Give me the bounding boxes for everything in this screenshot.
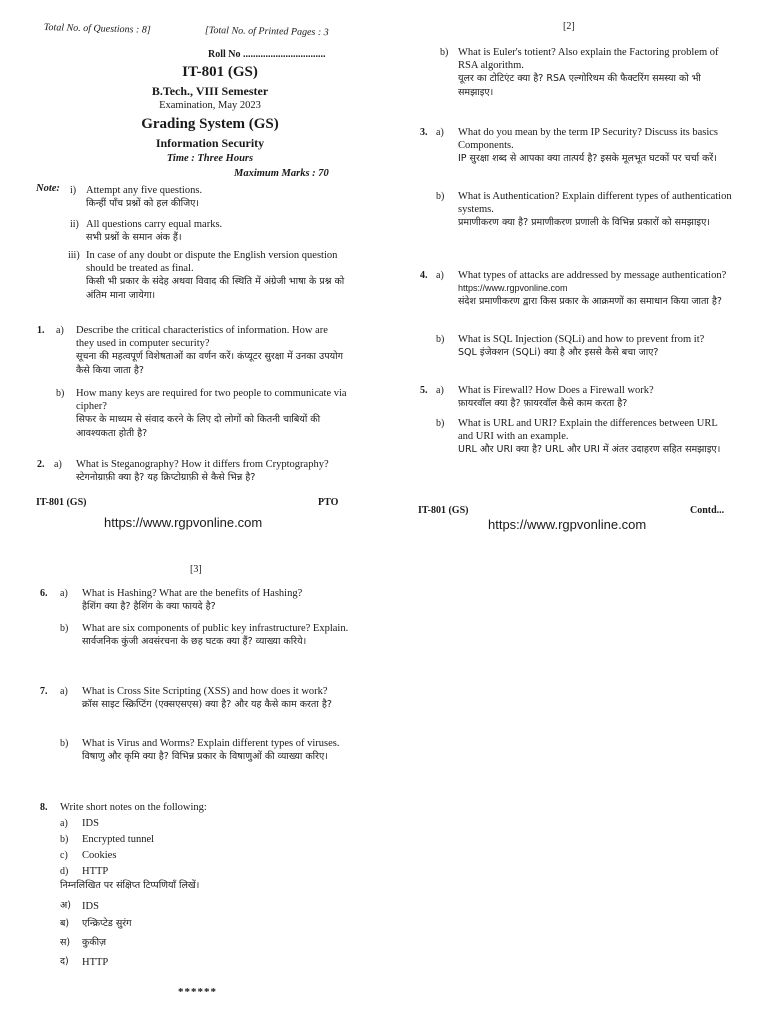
question-text-hi: यूलर का टोटिएंट क्या है? RSA एल्गोरिथम की फैक्टरिंग समस्या को भी समझाइए। (458, 73, 701, 98)
note-item-letter: द) (60, 956, 69, 967)
question-text-en: What is URL and URI? Explain the differences between URL and URI with an example. (458, 418, 718, 442)
course-name: B.Tech., VIII Semester (151, 84, 269, 98)
question-number: 4. (420, 270, 428, 281)
note-item-letter: स) (60, 937, 71, 948)
question-text-hi: URL और URI क्या है? URL और URI में अंतर उदाहरण सहित समझाइए। (458, 444, 721, 455)
question-text-en: What is Authentication? Explain different types of authentication systems. (458, 191, 732, 215)
note-item-letter: a) (60, 818, 68, 829)
page-number: [3] (190, 564, 202, 575)
question-text-hi: सूचना की महत्वपूर्ण विशेषताओं का वर्णन करें। कंप्यूटर सुरक्षा में उनका उपयोग कैसे किया जाता है? (76, 351, 343, 376)
question-text-en: What is SQL Injection (SQLi) and how to prevent from it? (458, 334, 705, 345)
end-of-paper-mark: ****** (178, 986, 217, 998)
website-url: https://www.rgpvonline.com (104, 515, 263, 530)
subquestion-letter: a) (60, 588, 68, 599)
question-text-en: What is Steganography? How it differs from Cryptography? (76, 459, 329, 470)
question-number: 1. (37, 325, 45, 336)
question-7a (82, 685, 367, 712)
exam-session: Examination, May 2023 (159, 100, 261, 111)
subquestion-letter: b) (436, 334, 445, 345)
note-item-letter: d) (60, 866, 69, 877)
question-7b (82, 737, 367, 764)
note-text-en: All questions carry equal marks. (86, 219, 223, 230)
question-text-hi: स्टेगनोग्राफ़ी क्या है? यह क्रिप्टोग्राफ़ी से कैसे भिन्न है? (76, 472, 256, 483)
question-text-hi: IP सुरक्षा शब्द से आपका क्या तात्पर्य है? इसके मूलभूत घटकों पर चर्चा करें। (458, 153, 717, 164)
question-5a (458, 384, 733, 411)
short-note-item: HTTP (82, 866, 109, 877)
note-item-letter: अ) (60, 900, 71, 911)
note-text-en: Attempt any five questions. (86, 185, 203, 196)
subject-name: Information Security (155, 136, 265, 150)
question-6b (82, 622, 367, 649)
question-number: 5. (420, 385, 428, 396)
question-text-hi: सार्वजनिक कुंजी अवसंरचना के छह घटक क्या हैं? व्याख्या करिये। (82, 636, 307, 647)
question-text-hi: संदेश प्रमाणीकरण द्वारा किस प्रकार के आक्रमणों का समाधान किया जाता है? (458, 296, 722, 307)
subquestion-letter: a) (60, 686, 68, 697)
question-number: 6. (40, 588, 48, 599)
website-url: https://www.rgpvonline.com (488, 517, 647, 532)
question-number: 3. (420, 127, 428, 138)
question-text-en: What is Hashing? What are the benefits of Hashing? (82, 588, 303, 599)
note-text-hi: किसी भी प्रकार के संदेह अथवा विवाद की स्थिति में अंग्रेजी भाषा के प्रश्न को अंतिम माना जायेगा। (86, 276, 345, 301)
question-4b (458, 333, 733, 360)
note-text-hi: किन्हीं पाँच प्रश्नों को हल कीजिए। (86, 198, 200, 209)
question-number: 7. (40, 686, 48, 697)
question-text-hi: फ़ायरवॉल क्या है? फ़ायरवॉल कैसे काम करता है? (458, 398, 628, 409)
page-footer-code: IT-801 (GS) (36, 497, 87, 508)
question-3a (458, 126, 733, 166)
inline-url: https://www.rgpvonline.com (458, 283, 568, 293)
question-text-en: What are six components of public key infrastructure? Explain. (82, 623, 349, 634)
question-8-text-hi: निम्नलिखित पर संक्षिप्त टिप्पणियाँ लिखें। (60, 880, 200, 891)
note-text-en: In case of any doubt or dispute the English version question should be treated as final. (86, 250, 338, 274)
question-text-en: How many keys are required for two people to communicate via cipher? (76, 388, 347, 412)
question-5b (458, 417, 733, 457)
subquestion-letter: b) (60, 738, 69, 749)
note-item-letter: ब) (60, 918, 70, 929)
question-text-en: What is Euler's totient? Also explain the Factoring problem of RSA algorithm. (458, 47, 719, 71)
question-number: 2. (37, 459, 45, 470)
question-text-hi: क्रॉस साइट स्क्रिप्टिंग (एक्सएसएस) क्या है? और यह कैसे काम करता है? (82, 699, 332, 710)
note-item-letter: c) (60, 850, 68, 861)
question-2b (458, 46, 733, 100)
question-6a (82, 587, 367, 614)
short-note-item: HTTP (82, 957, 109, 968)
question-3b (458, 190, 733, 230)
total-questions-header: Total No. of Questions : 8] (43, 22, 151, 36)
question-8-text-en: Write short notes on the following: (60, 802, 207, 813)
paper-code: IT-801 (GS) (182, 64, 258, 80)
question-4a (458, 269, 733, 309)
subquestion-letter: a) (436, 385, 444, 396)
question-text-en: Describe the critical characteristics of information. How are they used in computer security? (76, 325, 328, 349)
subquestion-letter: b) (436, 418, 445, 429)
question-text-hi: प्रमाणीकरण क्या है? प्रमाणीकरण प्रणाली के विभिन्न प्रकारों को समझाइए। (458, 217, 710, 228)
subquestion-letter: a) (436, 127, 444, 138)
short-note-item: Encrypted tunnel (82, 834, 155, 845)
note-label: Note: (36, 183, 60, 194)
page-footer-code: IT-801 (GS) (418, 505, 469, 516)
short-note-item: Cookies (82, 850, 117, 861)
question-text-en: What types of attacks are addressed by message authentication? (458, 270, 727, 281)
grading-system: Grading System (GS) (141, 116, 279, 132)
total-pages-header: [Total No. of Printed Pages : 3 (204, 25, 329, 39)
note-number: ii) (70, 219, 79, 230)
question-text-en: What do you mean by the term IP Security? Discuss its basics Components. (458, 127, 719, 151)
subquestion-letter: b) (60, 623, 69, 634)
subquestion-letter: b) (440, 47, 449, 58)
note-item (86, 184, 356, 211)
note-item-letter: b) (60, 834, 69, 845)
note-number: iii) (68, 250, 80, 261)
page-footer-pto: PTO (318, 497, 339, 508)
question-text-en: What is Cross Site Scripting (XSS) and how does it work? (82, 686, 328, 697)
subquestion-letter: a) (436, 270, 444, 281)
page-footer-contd: Contd... (690, 505, 725, 516)
question-text-hi: हैशिंग क्या है? हैशिंग के क्या फायदे है? (82, 601, 216, 612)
question-text-hi: SQL इंजेक्शन (SQLi) क्या है और इससे कैसे बचा जाए? (458, 347, 659, 358)
question-text-en: What is Firewall? How Does a Firewall work? (458, 385, 654, 396)
page-number: [2] (563, 21, 575, 32)
question-1b (76, 387, 348, 441)
note-item (86, 249, 351, 303)
maximum-marks: Maximum Marks : 70 (234, 168, 329, 179)
roll-number: Roll No ................................. (208, 49, 326, 60)
short-note-item: एन्क्रिप्टेड सुरंग (82, 918, 132, 929)
question-1a (76, 324, 348, 378)
question-text-hi: सिफर के माध्यम से संवाद करने के लिए दो लोगों को कितनी चाबियों की आवश्यकता होती है? (76, 414, 321, 439)
question-number: 8. (40, 802, 48, 813)
short-note-item: IDS (82, 818, 99, 829)
note-item (86, 218, 356, 245)
subquestion-letter: a) (56, 325, 64, 336)
question-2a (76, 458, 348, 485)
short-note-item: कुकीज़ (82, 937, 107, 948)
subquestion-letter: b) (436, 191, 445, 202)
subquestion-letter: a) (54, 459, 62, 470)
short-note-item: IDS (82, 901, 99, 912)
subquestion-letter: b) (56, 388, 65, 399)
note-number: i) (70, 185, 77, 196)
note-text-hi: सभी प्रश्नों के समान अंक हैं। (86, 232, 182, 243)
time-allowed: Time : Three Hours (166, 153, 254, 164)
question-text-en: What is Virus and Worms? Explain different types of viruses. (82, 738, 340, 749)
question-text-hi: विषाणु और कृमि क्या है? विभिन्न प्रकार के विषाणुओं की व्याख्या करिए। (82, 751, 328, 762)
